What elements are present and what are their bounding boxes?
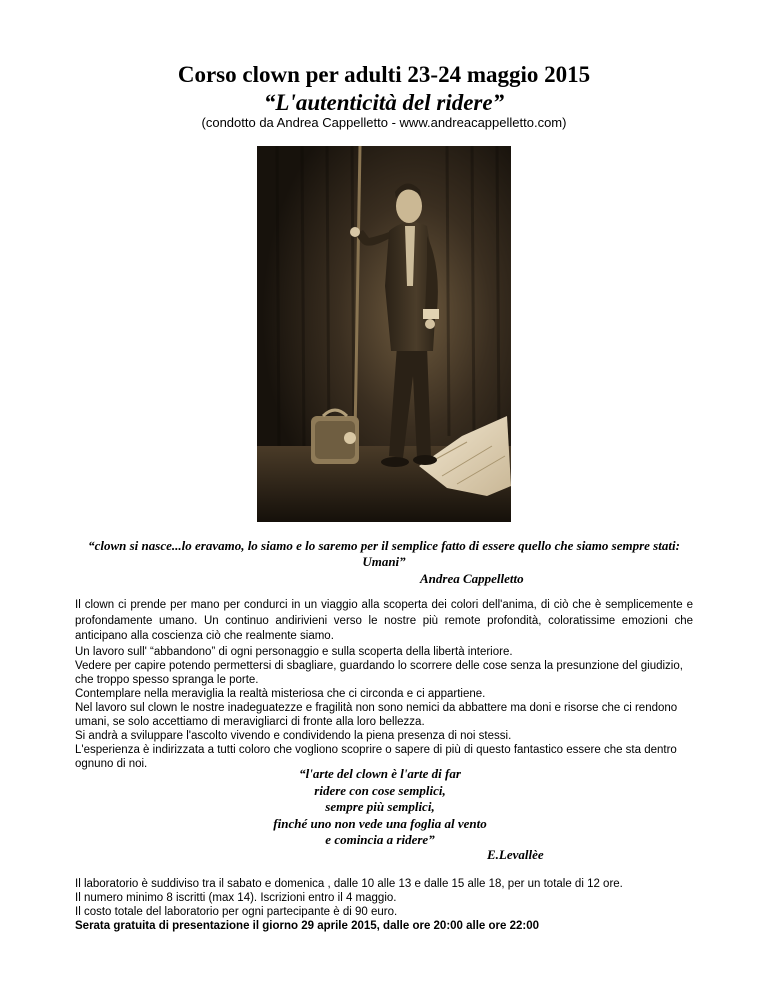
body-line: Un lavoro sull' “abbandono” di ogni personaggio e sulla scoperta della libertà interiore. bbox=[75, 645, 513, 658]
body-line: Nel lavoro sul clown le nostre inadeguatezze e fragilità non sono nemici da abbattere ma doni e risorse che ci rendono umani, se solo accettiamo di meravigliarci di fronte alla loro bellezza. bbox=[75, 701, 678, 728]
poem-author: E.Levallèe bbox=[487, 847, 544, 862]
poem-line: sempre più semplici, bbox=[325, 799, 435, 814]
intro-paragraph: Il clown ci prende per mano per condurci in un viaggio alla scoperta dei colori dell'anima, di ciò che è semplicemente e profondamente umano. Un continuo andirivieni verso le nostre più remote profondità, coloratissime emozioni che anticipano alla coscienza ciò che realmente siamo. bbox=[75, 599, 693, 642]
poem-line: “l'arte del clown è l'arte di far bbox=[299, 766, 461, 781]
enrollment-line: Il numero minimo 8 iscritti (max 14). Iscrizioni entro il 4 maggio. bbox=[75, 892, 397, 904]
page-subtitle: “L'autenticità del ridere” bbox=[263, 90, 505, 115]
poem-line: e comincia a ridere” bbox=[325, 832, 435, 847]
page-title: Corso clown per adulti 23-24 maggio 2015 bbox=[177, 62, 591, 87]
course-info bbox=[75, 877, 715, 933]
quote-author: Andrea Cappelletto bbox=[420, 571, 524, 586]
body-line: Vedere per capire potendo permettersi di sbagliare, guardando lo scorrere delle cose senza la presunzione del giudizio, che troppo spesso spranga le porte. bbox=[75, 659, 683, 686]
presentation-line: Serata gratuita di presentazione il giorno 29 aprile 2015, dalle ore 20:00 alle ore 22:00 bbox=[75, 920, 540, 932]
description-text bbox=[75, 598, 693, 771]
cost-line: Il costo totale del laboratorio per ogni partecipante è di 90 euro. bbox=[75, 906, 398, 918]
body-line: Contemplare nella meraviglia la realtà misteriosa che ci circonda e ci appartiene. bbox=[75, 687, 486, 700]
body-line: Si andrà a sviluppare l'ascolto vivendo e condividendo la piena presenza di noi stessi. bbox=[75, 729, 512, 742]
opening-quote: “clown si nasce...lo eravamo, lo siamo e lo saremo per il semplice fatto di essere quello che siamo sempre stati: Umani” bbox=[88, 538, 680, 569]
clown-performer-photo bbox=[257, 146, 511, 522]
schedule-line: Il laboratorio è suddiviso tra il sabato e domenica , dalle 10 alle 13 e dalle 15 alle 18, per un totale di 12 ore. bbox=[75, 878, 623, 890]
poem-line: finché uno non vede una foglia al vento bbox=[273, 815, 487, 831]
poem-quote bbox=[230, 766, 530, 849]
body-line: L'esperienza è indirizzata a tutti coloro che vogliono scoprire o sapere di più di questo fantastico essere che sta dentro ognuno di noi. bbox=[75, 743, 677, 770]
poem-line: ridere con cose semplici, bbox=[314, 782, 446, 798]
byline: (condotto da Andrea Cappelletto - www.andreacappelletto.com) bbox=[201, 115, 567, 130]
